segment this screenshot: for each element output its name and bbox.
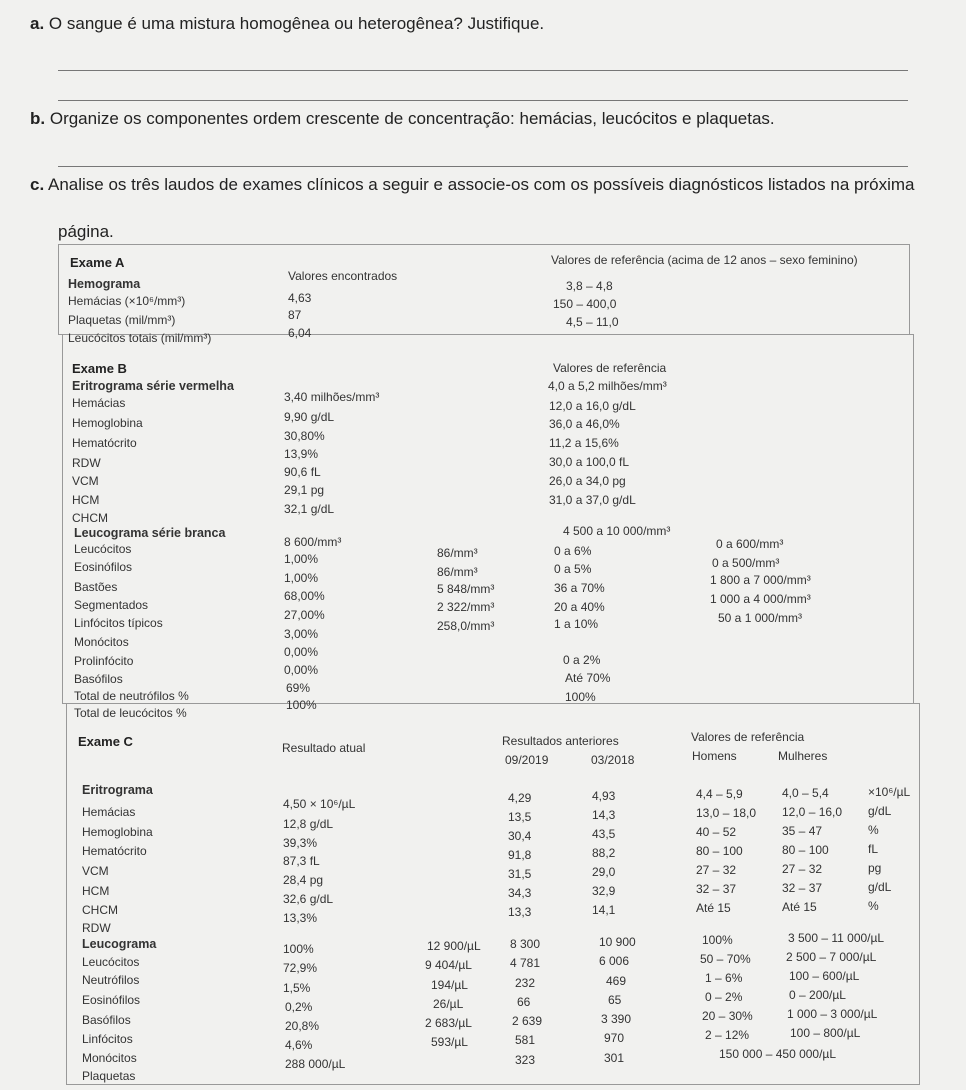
exam-c-white-pct: 20,8%	[285, 1019, 320, 1033]
exam-c-white-label: Neutrófilos	[82, 973, 140, 987]
exam-b-white-ref-abs: 1 000 a 4 000/mm³	[710, 592, 811, 606]
question-a	[30, 14, 544, 34]
exam-b-white-ref-pct: 100%	[565, 690, 596, 704]
exam-c-platelets-current: 288 000/µL	[285, 1057, 346, 1071]
exam-c-red-men: 13,0 – 18,0	[696, 806, 757, 820]
exam-c-col-previous: Resultados anteriores	[502, 734, 619, 748]
exam-b-section-white: Leucograma série branca	[74, 526, 226, 540]
exam-c-red-men: Até 15	[696, 901, 731, 915]
answer-line	[58, 166, 908, 167]
question-c-text-1: Analise os três laudos de exames clínicos a seguir e associe-os com os possíveis diagnósticos listados na próxima	[47, 175, 915, 194]
exam-c-col-men: Homens	[692, 749, 737, 763]
exam-c-red-unit: ×10⁶/µL	[868, 785, 911, 799]
exam-c-platelets-label: Plaquetas	[82, 1069, 136, 1083]
exam-c-red-current: 87,3 fL	[283, 854, 320, 868]
exam-c-white-abs: 194/µL	[431, 978, 468, 992]
exam-b-red-ref: 4,0 a 5,2 milhões/mm³	[548, 379, 667, 393]
exam-c-white-ref-abs: 100 – 800/µL	[790, 1026, 861, 1040]
exam-b-title: Exame B	[72, 361, 127, 376]
exam-c-white-d1: 581	[515, 1033, 536, 1047]
exam-c-red-d1: 30,4	[508, 829, 532, 843]
exam-a-label: Leucócitos totais (mil/mm³)	[68, 331, 212, 345]
exam-a-value: 6,04	[288, 326, 312, 340]
exam-c-red-men: 4,4 – 5,9	[696, 787, 743, 801]
exam-b-white-ref-pct: 20 a 40%	[554, 600, 605, 614]
exam-b-red-label: HCM	[72, 493, 100, 507]
exam-c-white-pct: 4,6%	[285, 1038, 313, 1052]
exam-b-white-pct: 8 600/mm³	[284, 535, 342, 549]
exam-c-red-current: 12,8 g/dL	[283, 817, 334, 831]
exam-b-white-ref-pct: 0 a 2%	[563, 653, 601, 667]
exam-c-white-abs: 9 404/µL	[425, 958, 472, 972]
exam-c-red-d2: 4,93	[592, 789, 616, 803]
exam-c-red-label: HCM	[82, 884, 110, 898]
exam-c-red-d1: 91,8	[508, 848, 532, 862]
exam-b-white-pct: 0,00%	[284, 663, 319, 677]
exam-c-red-women: 27 – 32	[782, 862, 823, 876]
exam-c-col-current: Resultado atual	[282, 741, 366, 755]
exam-c-red-label: RDW	[82, 921, 111, 935]
exam-b-white-pct: 27,00%	[284, 608, 325, 622]
exam-c-red-women: 12,0 – 16,0	[782, 805, 843, 819]
exam-b-white-ref-pct: 1 a 10%	[554, 617, 599, 631]
exam-c-red-current: 32,6 g/dL	[283, 892, 334, 906]
exam-b-white-label: Eosinófilos	[74, 560, 133, 574]
exam-b-red-ref: 26,0 a 34,0 pg	[549, 474, 626, 488]
exam-b-white-ref-abs: 0 a 500/mm³	[712, 556, 780, 570]
exam-c-white-abs: 12 900/µL	[427, 939, 481, 953]
exam-c-red-label: Hematócrito	[82, 844, 147, 858]
exam-c-white-d2: 6 006	[599, 954, 630, 968]
exam-c-red-d1: 31,5	[508, 867, 532, 881]
question-a-text: O sangue é uma mistura homogênea ou heterogênea? Justifique.	[48, 14, 545, 33]
exam-c-platelets-ref: 150 000 – 450 000/µL	[719, 1047, 837, 1061]
exam-c-white-pct: 0,2%	[285, 1000, 313, 1014]
exam-c-white-d1: 2 639	[512, 1014, 543, 1028]
exam-b-white-label: Linfócitos típicos	[74, 616, 163, 630]
exam-b-section-red: Eritrograma série vermelha	[72, 379, 234, 393]
exam-b-white-abs: 86/mm³	[437, 546, 478, 560]
exam-b-white-abs: 2 322/mm³	[437, 600, 495, 614]
exam-a-col-found: Valores encontrados	[288, 269, 398, 283]
exam-c-red-women: Até 15	[782, 900, 817, 914]
exam-b-white-label: Basófilos	[74, 672, 123, 686]
exam-a-ref: 4,5 – 11,0	[566, 315, 619, 329]
exam-c-white-d2: 3 390	[601, 1012, 632, 1026]
exam-b-white-label: Prolinfócito	[74, 654, 134, 668]
exam-c-white-label: Linfócitos	[82, 1032, 133, 1046]
exam-c-white-ref-pct: 2 – 12%	[705, 1028, 750, 1042]
exam-c-red-current: 28,4 pg	[283, 873, 324, 887]
exam-c-white-abs: 26/µL	[433, 997, 464, 1011]
exam-b-red-label: VCM	[72, 474, 99, 488]
exam-c-white-d2: 10 900	[599, 935, 636, 949]
exam-b-red-value: 29,1 pg	[284, 483, 325, 497]
exam-c-white-label: Leucócitos	[82, 955, 140, 969]
exam-c-date-1: 09/2019	[505, 753, 549, 767]
exam-b-white-label: Total de neutrófilos %	[74, 689, 189, 703]
exam-b-col-ref: Valores de referência	[553, 361, 667, 375]
exam-b-white-pct: 68,00%	[284, 589, 325, 603]
exam-c-white-ref-abs: 1 000 – 3 000/µL	[787, 1007, 878, 1021]
exam-a-value: 4,63	[288, 291, 312, 305]
exam-c-white-pct: 1,5%	[283, 981, 311, 995]
exam-c-date-2: 03/2018	[591, 753, 635, 767]
exam-c-red-unit: g/dL	[868, 880, 892, 894]
exam-b-white-label: Leucócitos	[74, 542, 132, 556]
exam-c-red-d2: 43,5	[592, 827, 616, 841]
exam-c-white-label: Basófilos	[82, 1013, 131, 1027]
exam-c-white-d2: 469	[606, 974, 627, 988]
exam-c-platelets-d2: 301	[604, 1051, 625, 1065]
exam-c-red-d1: 13,3	[508, 905, 532, 919]
exam-b-white-pct: 100%	[286, 698, 317, 712]
exam-a-ref: 150 – 400,0	[553, 297, 617, 311]
exam-c-white-ref-pct: 100%	[702, 933, 733, 947]
exam-c-red-d1: 4,29	[508, 791, 532, 805]
exam-c-white-pct: 100%	[283, 942, 314, 956]
exam-b-white-abs: 5 848/mm³	[437, 582, 495, 596]
exam-c-white-ref-pct: 0 – 2%	[705, 990, 743, 1004]
exam-c-red-label: Hemoglobina	[82, 825, 153, 839]
question-c-letter: c.	[30, 175, 45, 194]
exam-c-white-label: Eosinófilos	[82, 993, 141, 1007]
exam-b-white-label: Bastões	[74, 580, 118, 594]
exam-b-red-ref: 31,0 a 37,0 g/dL	[549, 493, 636, 507]
exam-b-white-pct: 1,00%	[284, 571, 319, 585]
answer-line	[58, 100, 908, 101]
exam-c-red-current: 4,50 × 10⁶/µL	[283, 797, 356, 811]
exam-b-white-ref-pct: 36 a 70%	[554, 581, 605, 595]
exam-a-label: Hemácias (×10⁶/mm³)	[68, 294, 186, 308]
exam-c-red-women: 4,0 – 5,4	[782, 786, 829, 800]
exam-c-white-ref-abs: 2 500 – 7 000/µL	[786, 950, 877, 964]
question-c-text-2: página.	[58, 222, 114, 241]
exam-c-red-d1: 13,5	[508, 810, 532, 824]
exam-b-red-value: 3,40 milhões/mm³	[284, 390, 380, 404]
exam-c-col-ref: Valores de referência	[691, 730, 805, 744]
exam-a-col-ref: Valores de referência (acima de 12 anos – sexo feminino)	[551, 253, 858, 267]
exam-c-white-d1: 8 300	[510, 937, 541, 951]
exam-c-red-d2: 29,0	[592, 865, 616, 879]
exam-c-white-pct: 72,9%	[283, 961, 318, 975]
exam-c-col-women: Mulheres	[778, 749, 828, 763]
exam-a-title: Exame A	[70, 255, 125, 270]
exam-c-red-label: VCM	[82, 864, 109, 878]
exam-c-red-unit: %	[868, 823, 879, 837]
exam-b-red-ref: 36,0 a 46,0%	[549, 417, 620, 431]
exam-c-white-abs: 2 683/µL	[425, 1016, 472, 1030]
exam-b-white-ref-abs: 1 800 a 7 000/mm³	[710, 573, 811, 587]
exam-c-platelets-d1: 323	[515, 1053, 536, 1067]
exam-c-white-d2: 65	[608, 993, 622, 1007]
exam-a-label: Plaquetas (mil/mm³)	[68, 313, 176, 327]
exam-b-red-label: Hemácias	[72, 396, 126, 410]
exam-b-red-value: 90,6 fL	[284, 465, 321, 479]
exam-c-red-d2: 14,3	[592, 808, 616, 822]
exam-b-red-label: Hemoglobina	[72, 416, 143, 430]
exam-c-red-women: 35 – 47	[782, 824, 823, 838]
exam-b-white-ref-abs: 0 a 600/mm³	[716, 537, 784, 551]
exam-c-white-ref-abs: 3 500 – 11 000/µL	[788, 931, 885, 945]
exam-b-red-value: 9,90 g/dL	[284, 410, 335, 424]
exam-b-red-label: Hematócrito	[72, 436, 137, 450]
exam-a-value: 87	[288, 308, 302, 322]
exam-c-white-d1: 232	[515, 976, 536, 990]
exam-b-white-ref-pct: 0 a 6%	[554, 544, 592, 558]
exam-c-red-men: 80 – 100	[696, 844, 743, 858]
exam-c-white-ref-pct: 50 – 70%	[700, 952, 751, 966]
answer-line	[58, 70, 908, 71]
exam-b-white-ref-pct: 0 a 5%	[554, 562, 592, 576]
exam-c-section-red: Eritrograma	[82, 783, 153, 797]
question-b-text: Organize os componentes ordem crescente de concentração: hemácias, leucócitos e plaquetas.	[49, 109, 775, 128]
exam-c-red-current: 39,3%	[283, 836, 318, 850]
exam-c-white-ref-pct: 20 – 30%	[702, 1009, 753, 1023]
exam-b-white-pct: 1,00%	[284, 552, 319, 566]
exam-c-red-current: 13,3%	[283, 911, 318, 925]
exam-c-white-ref-abs: 0 – 200/µL	[789, 988, 846, 1002]
exam-c-white-label: Monócitos	[82, 1051, 137, 1065]
exam-c-white-d1: 4 781	[510, 956, 541, 970]
exam-c-red-d1: 34,3	[508, 886, 532, 900]
question-c	[30, 175, 914, 195]
exam-c-red-men: 40 – 52	[696, 825, 737, 839]
exam-b-red-value: 32,1 g/dL	[284, 502, 335, 516]
exam-c-red-men: 27 – 32	[696, 863, 737, 877]
exam-b-white-ref-pct: Até 70%	[565, 671, 611, 685]
exam-b-red-label: RDW	[72, 456, 101, 470]
exam-b-white-label: Total de leucócitos %	[74, 706, 187, 720]
question-b-letter: b.	[30, 109, 46, 128]
exam-a-ref: 3,8 – 4,8	[566, 279, 613, 293]
exam-b-red-value: 30,80%	[284, 429, 325, 443]
exam-c-red-unit: g/dL	[868, 804, 892, 818]
exam-c-red-d2: 32,9	[592, 884, 616, 898]
exam-a-section: Hemograma	[68, 277, 141, 291]
exam-c-white-abs: 593/µL	[431, 1035, 468, 1049]
exam-c-red-women: 80 – 100	[782, 843, 829, 857]
exam-b-white-ref-abs: 50 a 1 000/mm³	[718, 611, 803, 625]
exam-b-white-abs: 258,0/mm³	[437, 619, 495, 633]
exam-b-red-label: CHCM	[72, 511, 108, 525]
exam-c-title: Exame C	[78, 734, 133, 749]
exam-c-red-label: CHCM	[82, 903, 118, 917]
question-b	[30, 109, 775, 129]
exam-b-white-label: Segmentados	[74, 598, 149, 612]
exam-c-red-d2: 88,2	[592, 846, 616, 860]
exam-c-red-women: 32 – 37	[782, 881, 823, 895]
exam-c-white-d1: 66	[517, 995, 531, 1009]
exam-c-red-label: Hemácias	[82, 805, 136, 819]
exam-b-white-ref-pct: 4 500 a 10 000/mm³	[563, 524, 671, 538]
exam-b-white-pct: 0,00%	[284, 645, 319, 659]
exam-b-white-pct: 69%	[286, 681, 311, 695]
exam-c-red-unit: fL	[868, 842, 879, 856]
exam-b-red-value: 13,9%	[284, 447, 319, 461]
exam-b-red-ref: 12,0 a 16,0 g/dL	[549, 399, 636, 413]
question-a-letter: a.	[30, 14, 45, 33]
exam-c-white-ref-pct: 1 – 6%	[705, 971, 743, 985]
exam-c-red-unit: %	[868, 899, 879, 913]
exam-b-white-abs: 86/mm³	[437, 565, 478, 579]
exam-c-red-unit: pg	[868, 861, 882, 875]
exam-b-white-pct: 3,00%	[284, 627, 319, 641]
exam-b-white-label: Monócitos	[74, 635, 129, 649]
exam-c-white-ref-abs: 100 – 600/µL	[789, 969, 860, 983]
exam-b-red-ref: 11,2 a 15,6%	[549, 436, 619, 450]
exam-c-white-d2: 970	[604, 1031, 625, 1045]
exam-c-red-d2: 14,1	[592, 903, 616, 917]
exam-b-red-ref: 30,0 a 100,0 fL	[549, 455, 630, 469]
exam-c-section-white: Leucograma	[82, 937, 157, 951]
exam-c-red-men: 32 – 37	[696, 882, 737, 896]
